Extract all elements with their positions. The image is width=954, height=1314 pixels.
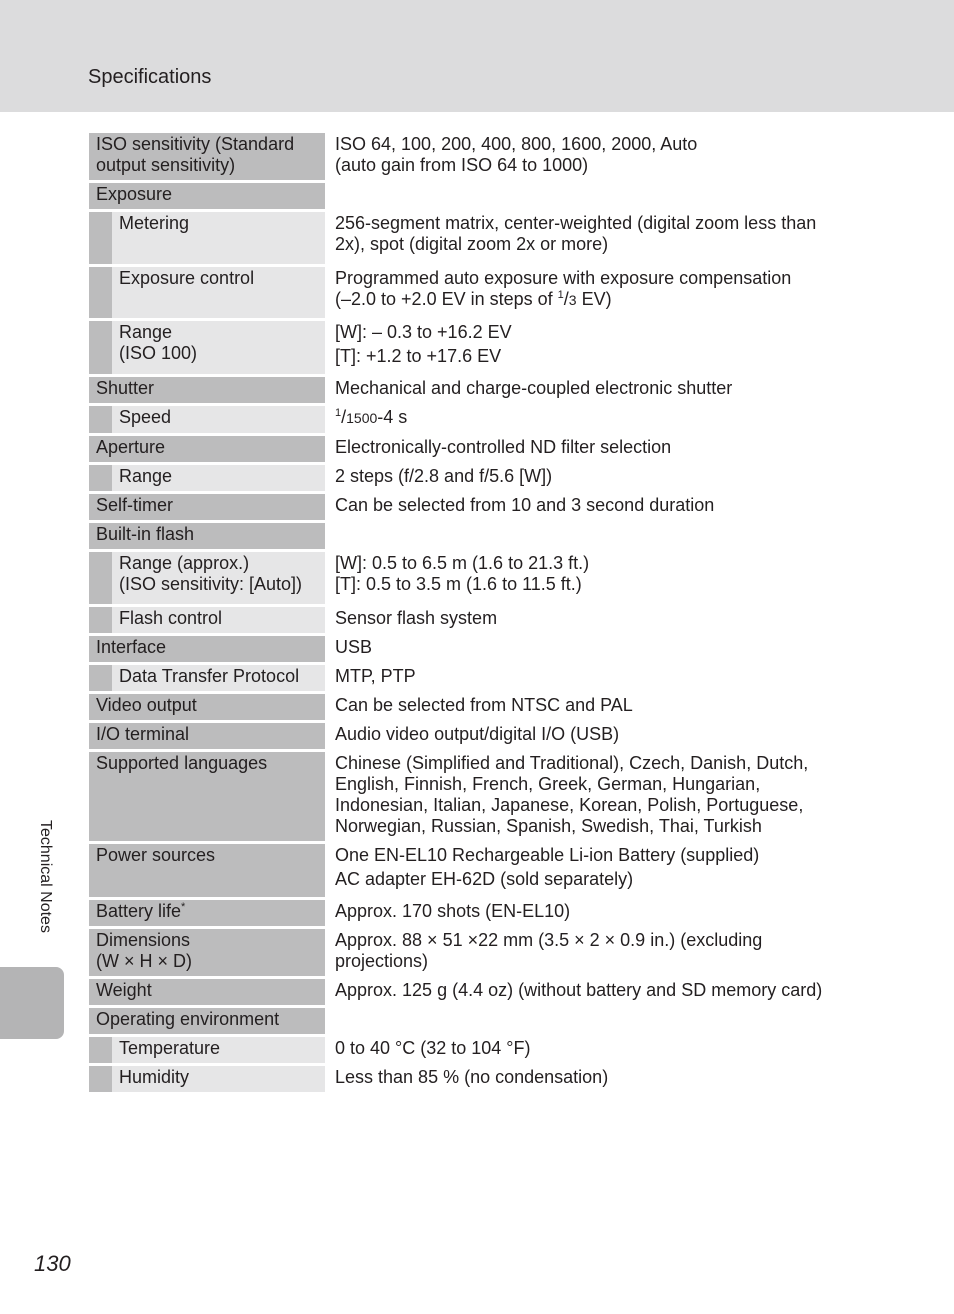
row-value: Can be selected from 10 and 3 second duration <box>335 495 715 515</box>
row-label: Range (approx.) (ISO sensitivity: [Auto]) <box>89 552 325 604</box>
row-value: $^1$/1500-4 s <box>335 407 408 427</box>
table-row <box>89 929 879 976</box>
row-value: 256-segment matrix, center-weighted (digital zoom less than 2x), spot (digital zoom 2x or more) <box>335 213 817 254</box>
page-number: 130 <box>34 1251 71 1276</box>
row-label: Supported languages <box>89 752 325 841</box>
row-label: Power sources <box>89 844 325 897</box>
row-value: Approx. 125 g (4.4 oz) (without battery and SD memory card) <box>335 980 823 1000</box>
row-label: Dimensions (W × H × D) <box>89 929 325 976</box>
row-value: Can be selected from NTSC and PAL <box>335 695 633 715</box>
table-row <box>89 494 879 520</box>
table-row <box>89 321 879 374</box>
table-row <box>89 844 879 897</box>
row-value: 2 steps (f/2.8 and f/5.6 [W]) <box>335 466 553 486</box>
row-value: Less than 85 % (no condensation) <box>335 1067 609 1087</box>
table-row <box>89 665 879 691</box>
row-label: Range (ISO 100) <box>89 321 325 374</box>
section-side-label <box>36 820 56 960</box>
table-row <box>89 133 879 180</box>
row-value: One EN-EL10 Rechargeable Li-ion Battery (supplied) AC adapter EH-62D (sold separately) <box>335 845 760 889</box>
row-value: Mechanical and charge-coupled electronic shutter <box>335 378 733 398</box>
table-row <box>89 552 879 604</box>
row-label: Weight <box>89 979 325 1005</box>
table-row <box>89 1037 879 1063</box>
row-value: MTP, PTP <box>335 666 416 686</box>
row-label: Interface <box>89 636 325 662</box>
table-row <box>89 694 879 720</box>
row-label: Video output <box>89 694 325 720</box>
row-label: Flash control <box>89 607 325 633</box>
footnote-marker: * <box>181 901 186 913</box>
row-value: 0 to 40 °C (32 to 104 °F) <box>335 1038 531 1058</box>
row-label: Exposure <box>89 183 325 209</box>
row-label: Operating environment <box>89 1008 325 1034</box>
row-value: Electronically-controlled ND filter selection <box>335 437 672 457</box>
row-label: Speed <box>89 406 325 433</box>
side-label-text: Technical Notes <box>37 820 54 933</box>
table-row <box>89 377 879 403</box>
table-row <box>89 900 879 926</box>
row-value: Chinese (Simplified and Traditional), Czech, Danish, Dutch, English, Finnish, French, Greek, German, Hungarian, Indonesian, Italian, Japanese, Korean, Polish, Portuguese, Norwegian, Russian, Spanish, Swedish, Thai, Turkish <box>335 753 809 836</box>
table-row <box>89 436 879 462</box>
row-value: ISO 64, 100, 200, 400, 800, 1600, 2000, Auto (auto gain from ISO 64 to 1000) <box>335 134 698 175</box>
row-value <box>325 1008 879 1034</box>
table-row <box>89 1066 879 1092</box>
row-label: Battery life* <box>89 900 325 926</box>
table-row <box>89 212 879 264</box>
row-label: Range <box>89 465 325 491</box>
table-row <box>89 523 879 549</box>
row-value: [W]: – 0.3 to +16.2 EV [T]: +1.2 to +17.6 EV <box>335 322 512 366</box>
row-label: Shutter <box>89 377 325 403</box>
row-label: I/O terminal <box>89 723 325 749</box>
row-value: [W]: 0.5 to 6.5 m (1.6 to 21.3 ft.) [T]: 0.5 to 3.5 m (1.6 to 11.5 ft.) <box>335 553 590 594</box>
row-label: Metering <box>89 212 325 264</box>
table-row <box>89 979 879 1005</box>
row-value: Audio video output/digital I/O (USB) <box>335 724 620 744</box>
row-label: Temperature <box>89 1037 325 1063</box>
row-value: Programmed auto exposure with exposure compensation (–2.0 to +2.0 EV in steps of $^1$/3 EV) <box>335 268 792 309</box>
row-value: USB <box>335 637 373 657</box>
table-row <box>89 267 879 318</box>
page-title: Specifications <box>88 66 212 88</box>
table-row <box>89 607 879 633</box>
row-label: Exposure control <box>89 267 325 318</box>
row-label: Self-timer <box>89 494 325 520</box>
page-header <box>0 0 954 112</box>
table-row <box>89 1008 879 1034</box>
row-label: Humidity <box>89 1066 325 1092</box>
row-value: Sensor flash system <box>335 608 498 628</box>
table-row <box>89 183 879 209</box>
table-row <box>89 723 879 749</box>
table-row <box>89 636 879 662</box>
spec-table <box>89 133 879 1095</box>
table-row <box>89 752 879 841</box>
row-value <box>325 523 879 549</box>
table-row <box>89 465 879 491</box>
row-label: ISO sensitivity (Standard output sensitivity) <box>89 133 325 180</box>
row-label: Built-in flash <box>89 523 325 549</box>
row-value: Approx. 170 shots (EN-EL10) <box>335 901 571 921</box>
row-label: Data Transfer Protocol <box>89 665 325 691</box>
row-value: Approx. 88 × 51 ×22 mm (3.5 × 2 × 0.9 in.) (excluding projections) <box>335 930 763 971</box>
table-row <box>89 406 879 433</box>
row-value <box>325 183 879 209</box>
row-label: Aperture <box>89 436 325 462</box>
section-tab <box>0 967 64 1039</box>
